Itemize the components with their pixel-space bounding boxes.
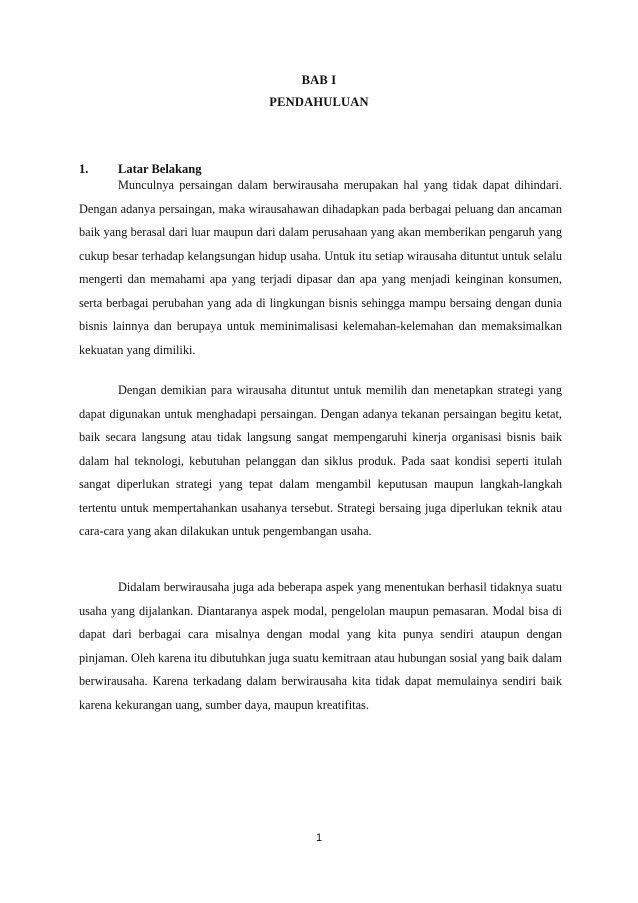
paragraph-3: Didalam berwirausaha juga ada beberapa aspek yang menentukan berhasil tidaknya suatu usaha yang dijalankan. Diantaranya aspek modal, pengelolan maupun pemasaran. Modal bisa di dapat dari berbagai cara misalnya dengan modal yang kita punya sendiri ataupun dengan pinjaman. Oleh karena itu dibutuhkan juga suatu kemitraan atau hubungan sosial yang baik dalam berwirausaha. Karena terkadang dalam berwirausaha kita tidak dapat memulainya sendiri baik karena kekurangan uang, sumber daya, maupun kreatifitas. — [79, 580, 562, 712]
chapter-title: PENDAHULUAN — [269, 95, 369, 109]
paragraph-1: Munculnya persaingan dalam berwirausaha merupakan hal yang tidak dapat dihindari. Dengan adanya persaingan, maka wirausahawan dihadapkan pada berbagai peluang dan ancaman baik yang berasal dari luar maupun dari dalam perusahaan yang akan memberikan pengaruh yang cukup besar terhadap kelangsungan hidup usaha. Untuk itu setiap wirausaha dituntut untuk selalu mengerti dan memahami apa yang terjadi dipasar dan apa yang menjadi keinginan konsumen, serta berbagai perubahan yang ada di lingkungan bisnis sehingga mampu bersaing dengan dunia bisnis lainnya dan berupaya untuk meminimalisasi kelemahan-kelemahan dan memaksimalkan kekuatan yang dimiliki. — [79, 178, 562, 357]
page-number: 1 — [315, 832, 323, 844]
section-number: 1. — [79, 162, 89, 176]
section-title: Latar Belakang — [118, 162, 202, 176]
paragraph-2: Dengan demikian para wirausaha dituntut untuk memilih dan menetapkan strategi yang dapat digunakan untuk menghadapi persaingan. Dengan adanya tekanan persaingan begitu ketat, baik secara langsung atau tidak langsung sangat mempengaruhi kinerja organisasi bisnis baik dalam hal teknologi, kebutuhan pelanggan dan siklus produk. Pada saat kondisi seperti itulah sangat diperlukan strategi yang tepat dalam mengambil keputusan maupun langkah-langkah tertentu untuk mempertahankan usahanya tersebut. Strategi bersaing juga diperlukan teknik atau cara-cara yang akan dilakukan untuk pengembangan usaha. — [79, 383, 562, 538]
chapter-label: BAB I — [301, 73, 337, 87]
